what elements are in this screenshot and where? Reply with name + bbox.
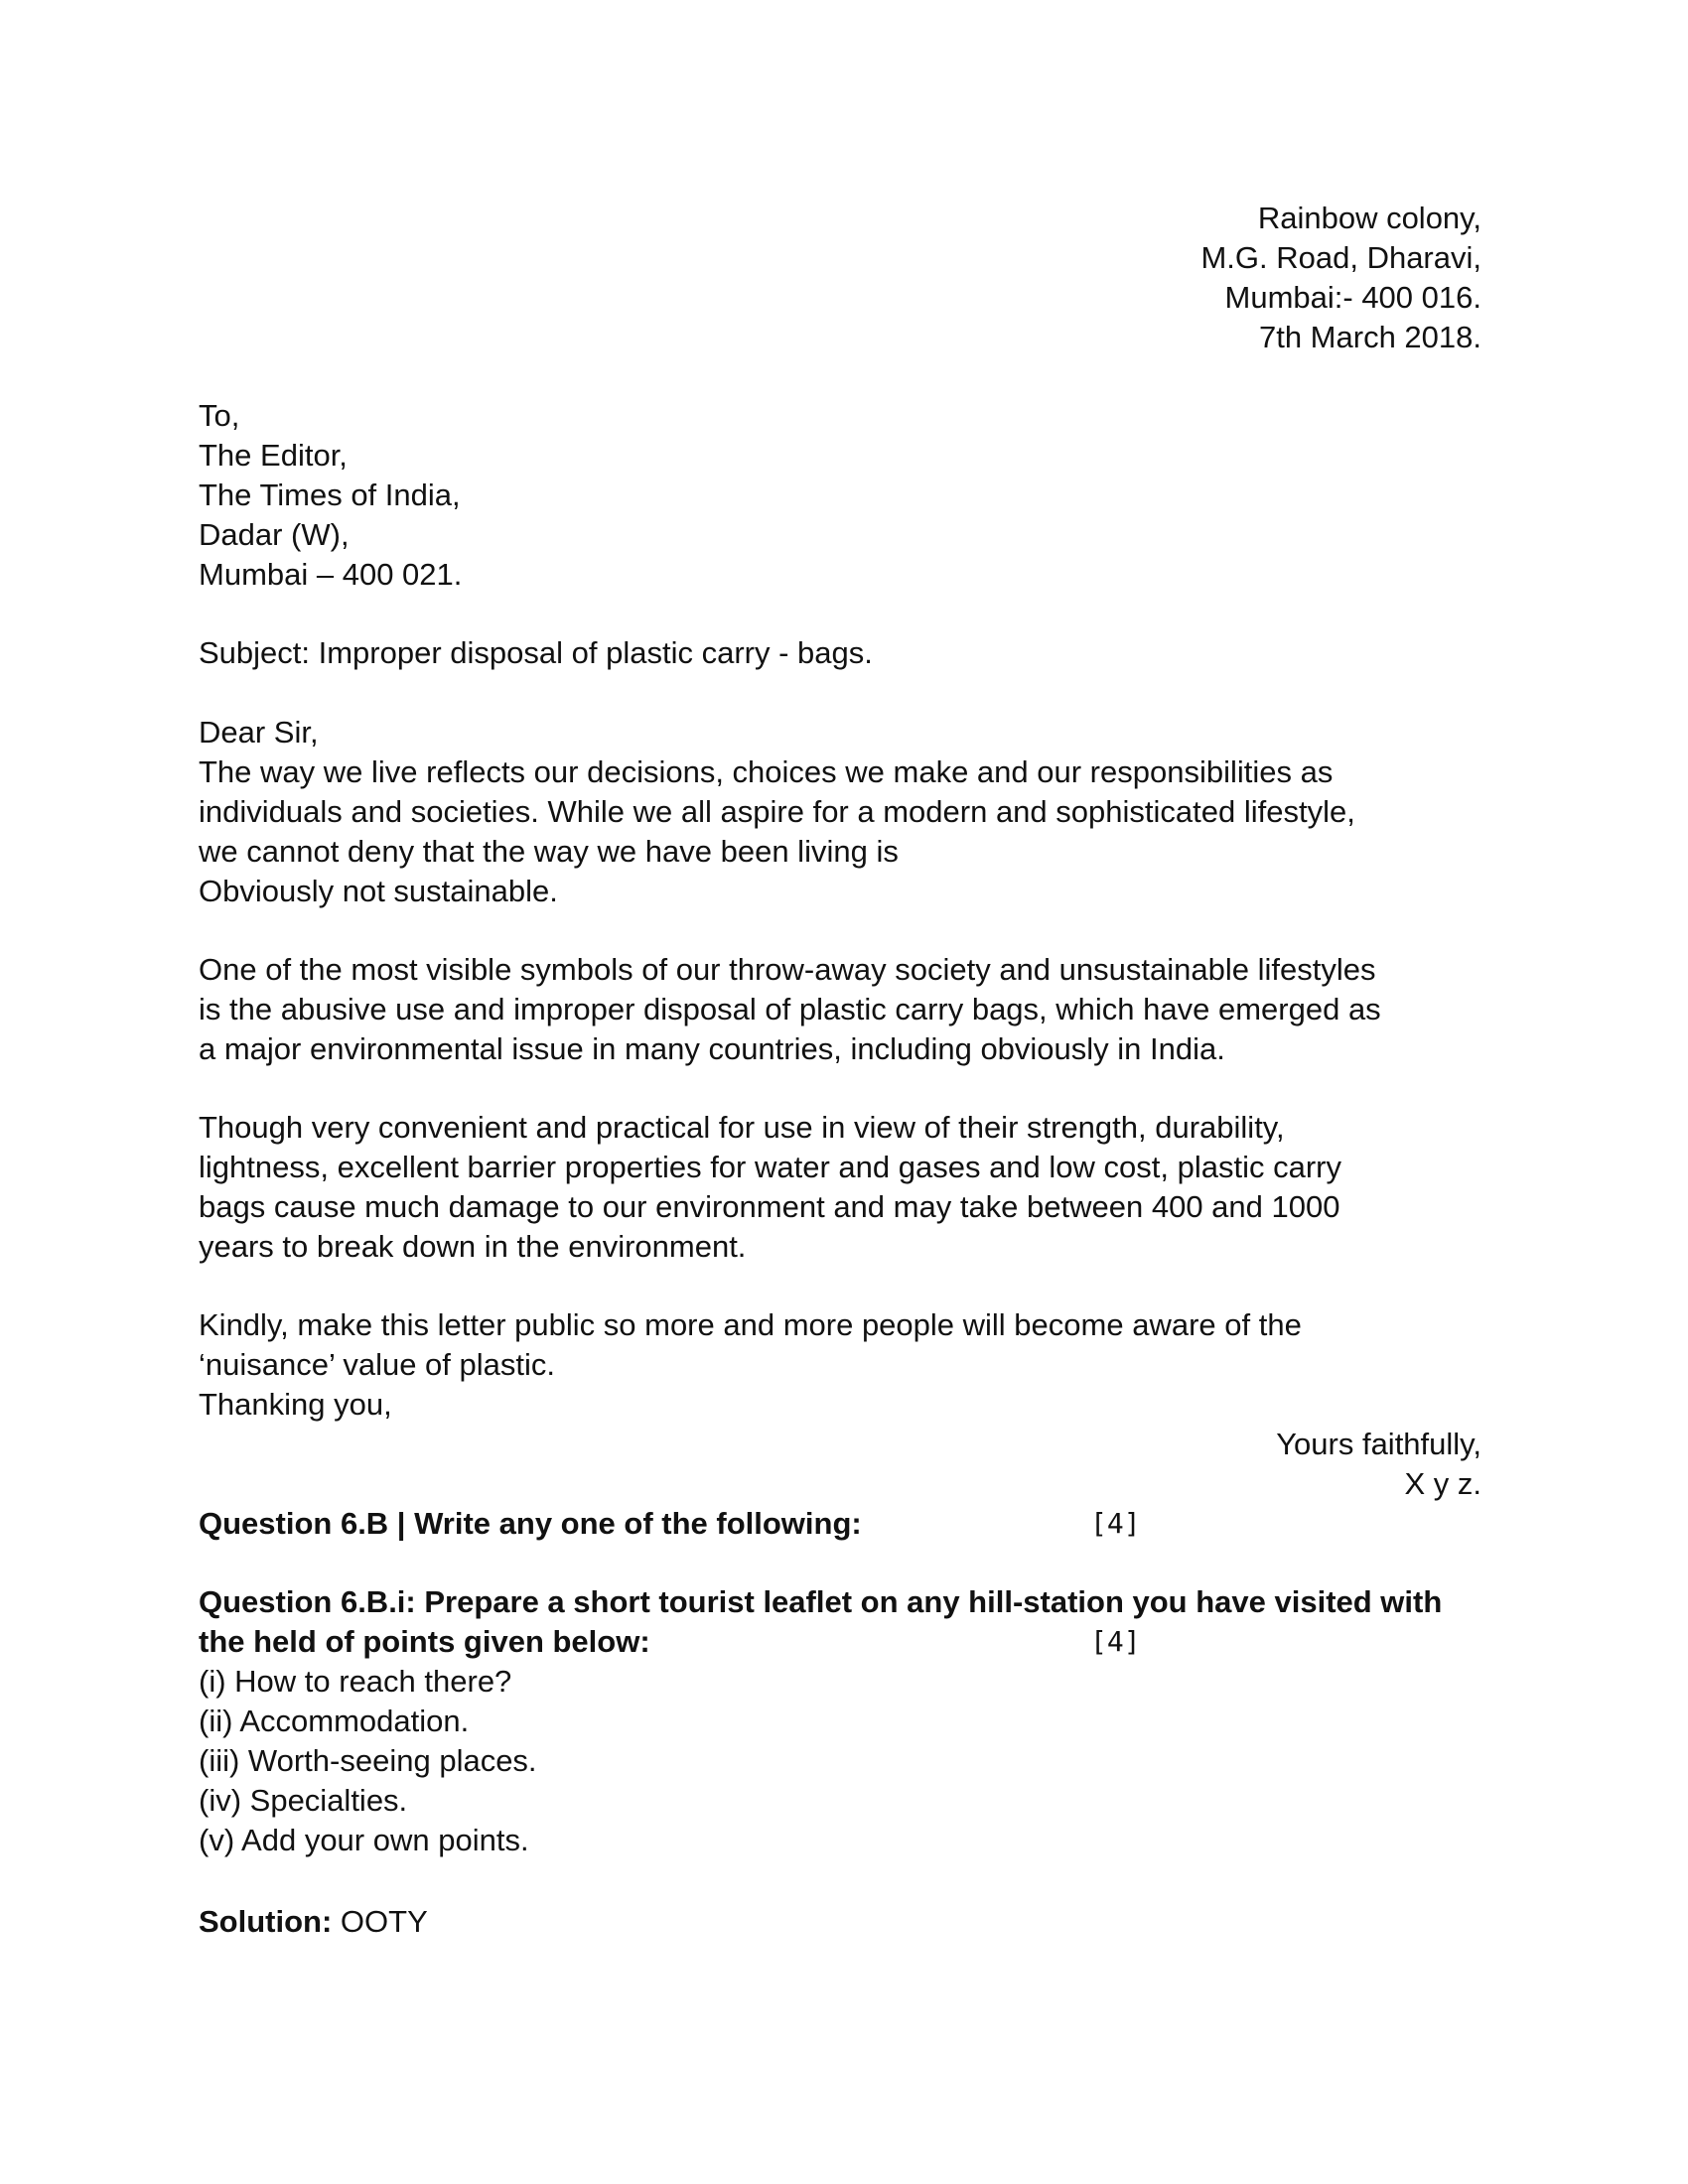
paragraph-line: One of the most visible symbols of our throw-away society and unsustainable lifestyles (199, 952, 1376, 987)
paragraph-line: The way we live reflects our decisions, choices we make and our responsibilities as (199, 754, 1334, 789)
question-6bi-text-line: the held of points given below: (199, 1624, 650, 1659)
recipient-address-line: To, (199, 398, 240, 433)
paragraph-line: we cannot deny that the way we have been living is (199, 834, 899, 869)
paragraph-line: a major environmental issue in many countries, including obviously in India. (199, 1031, 1225, 1066)
letter-closing: Yours faithfully, (1276, 1427, 1481, 1461)
solution (199, 1902, 428, 1942)
paragraph-line: lightness, excellent barrier properties for water and gases and low cost, plastic carry (199, 1150, 1341, 1184)
paragraph-line: individuals and societies. While we all aspire for a modern and sophisticated lifestyle, (199, 794, 1355, 829)
question-6b-marks: [4] (1090, 1507, 1141, 1540)
sender-address-line: Mumbai:- 400 016. (1224, 280, 1481, 315)
sender-address-line: M.G. Road, Dharavi, (1200, 240, 1481, 275)
paragraph-line: is the abusive use and improper disposal of plastic carry bags, which have emerged as (199, 992, 1381, 1026)
question-6bi-marks: [4] (1090, 1625, 1141, 1658)
recipient-address-line: Mumbai – 400 021. (199, 557, 463, 592)
recipient-address-line: The Editor, (199, 438, 348, 473)
list-item: (iv) Specialties. (199, 1783, 408, 1818)
paragraph-line: ‘nuisance’ value of plastic. (199, 1347, 555, 1382)
list-item: (i) How to reach there? (199, 1664, 512, 1699)
paragraph-line: Kindly, make this letter public so more and more people will become aware of the (199, 1307, 1302, 1342)
paragraph-line: Though very convenient and practical for use in view of their strength, durability, (199, 1110, 1285, 1145)
recipient-address-line: Dadar (W), (199, 517, 350, 552)
letter-date: 7th March 2018. (1258, 320, 1481, 354)
solution-value: OOTY (332, 1904, 428, 1939)
list-item: (ii) Accommodation. (199, 1704, 470, 1738)
letter-signature: X y z. (1404, 1466, 1481, 1501)
paragraph-line: years to break down in the environment. (199, 1229, 747, 1264)
letter-salutation: Dear Sir, (199, 715, 319, 750)
list-item: (iii) Worth-seeing places. (199, 1743, 537, 1778)
paragraph-line: Obviously not sustainable. (199, 874, 558, 908)
letter-thanking: Thanking you, (199, 1387, 392, 1422)
question-6bi-text-line: Question 6.B.i: Prepare a short tourist leaflet on any hill-station you have visited with (199, 1584, 1443, 1619)
solution-label: Solution: (199, 1904, 333, 1939)
paragraph-line: bags cause much damage to our environment and may take between 400 and 1000 (199, 1189, 1340, 1224)
question-6b-text: Question 6.B | Write any one of the following: (199, 1506, 862, 1541)
recipient-address-line: The Times of India, (199, 478, 461, 512)
list-item: (v) Add your own points. (199, 1823, 529, 1857)
sender-address-line: Rainbow colony, (1257, 201, 1481, 235)
letter-subject: Subject: Improper disposal of plastic carry - bags. (199, 635, 873, 670)
